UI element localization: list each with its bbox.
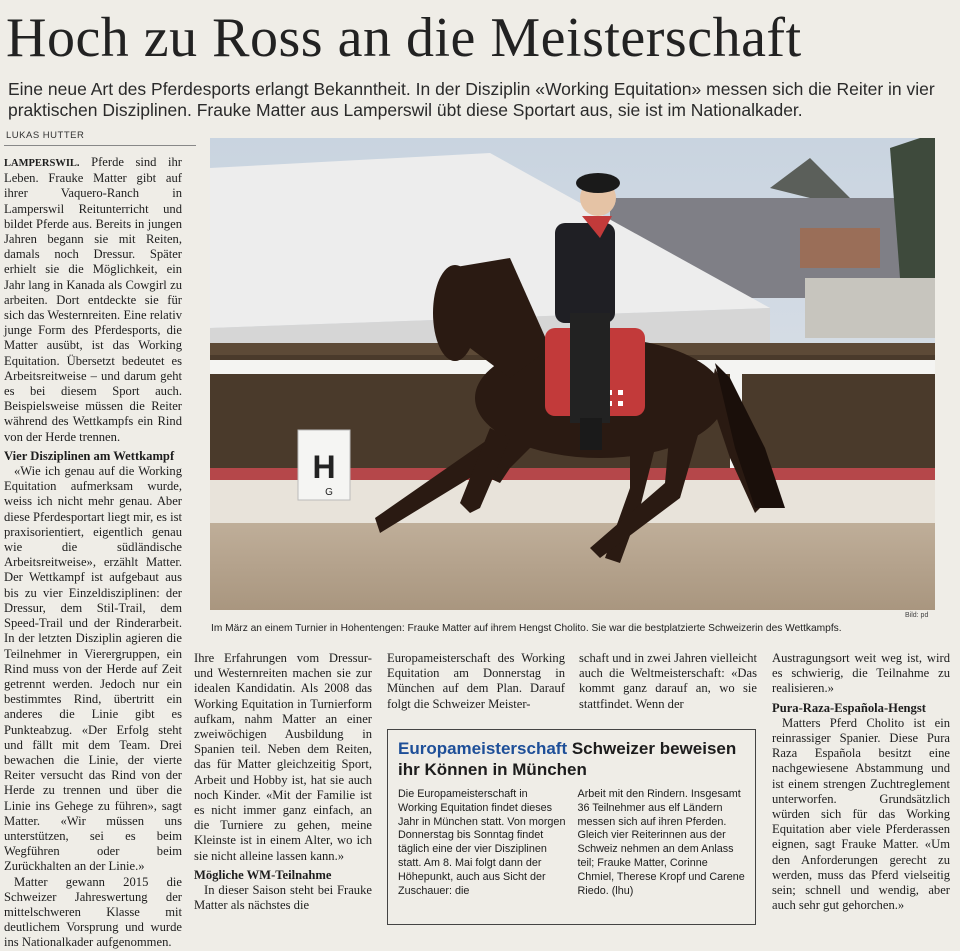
subhead-pura-raza: Pura-Raza-Española-Hengst bbox=[772, 700, 926, 715]
info-box-keyword: Europameisterschaft bbox=[398, 739, 568, 758]
col1-paragraph-3: Matter gewann 2015 die Schweizer Jahreswertung der mittelschweren Klasse mit deutlichem Vorsprung und wurde ins Nationalkader aufgenommen. bbox=[4, 874, 182, 950]
column-5 bbox=[772, 651, 950, 929]
col1-paragraph-2: «Wie ich genau auf die Working Equitation aufmerksam wurde, weiss ich nicht mehr genau. Aber diese Pferdesportart liegt mir, es ist praxisorientiert, eigentlich genau wie die südländische Arbeitsreitweise», erzählt Matter. Der Wettkampf ist aufgebaut aus bis zu vier Einzeldisziplinen: der Dressur, dem Stil-Trail, dem Speed-Trail und der Rinderarbeit. In der letzten Disziplin agieren die Teilnehmer in Vierergruppen, ein Rind muss von der Herde auf Zeit getrennt werden. Jedoch nur ein bestimmtes Rind, übertritt ein anderes die Linie gibt es Punkteabzug. «Der Erfolg steht und fällt mit dem Team. Drei bewachen die Linie, der vierte Reiter versucht das Rind von der Herde zu trennen und über die Linie ins Gehege zu führen», sagt Matter. «Wir müssen uns unterstützen, sei es beim Wegführen oder beim Zurückhalten an der Linie.» bbox=[4, 464, 182, 874]
dateline: LAMPERSWIL. bbox=[4, 158, 80, 169]
col3-paragraph-1: Europameisterschaft des Working Equitation am Donnerstag in München auf dem Plan. Darauf folgt die Schweizer Meister- bbox=[387, 651, 565, 711]
col5-paragraph-1: Austragungsort weit weg ist, wird es schwierig, die Teilnahme zu realisieren.» bbox=[772, 651, 950, 696]
subhead-vier-disziplinen: Vier Disziplinen am Wettkampf bbox=[4, 448, 175, 463]
lead-paragraph: Eine neue Art des Pferdesports erlangt Bekanntheit. In der Disziplin «Working Equitation» messen sich die Reiter in vier praktischen Disziplinen. Frauke Matter aus Lamperswil übt diese Sportart aus, sie ist im Nationalkader. bbox=[8, 79, 935, 120]
arena-marker-sub: G bbox=[325, 487, 333, 498]
column-3 bbox=[387, 651, 565, 721]
col2-paragraph-2: In dieser Saison steht bei Frauke Matter als nächstes die bbox=[194, 883, 372, 913]
author-byline: LUKAS HUTTER bbox=[6, 130, 85, 141]
info-box-title-rest: Schweizer beweisen ihr Können in München bbox=[398, 739, 737, 779]
col5-paragraph-2: Matters Pferd Cholito ist ein reinrassiger Spanier. Diese Pura Raza Española besitzt eine nachgewiesene Abstammung und ist einem strengen Zuchtreglement unterworfen. Grundsätzlich würden sich für das Working Equitation aber viele Pferderassen eignen, sagt Frauke Matter. «Um den Anforderungen gerecht zu werden, muss das Pferd vielseitig sein; schnell und wendig, aber auch sehr gut gehorchen.» bbox=[772, 715, 950, 913]
photo-horse-rider bbox=[210, 138, 935, 610]
column-2 bbox=[194, 651, 372, 929]
info-box bbox=[387, 729, 756, 925]
photo-caption: Im März an einem Turnier in Hohentengen: Frauke Matter auf ihrem Hengst Cholito. Sie war die bestplatzierte Schweizerin des Wettkampfs. bbox=[211, 623, 842, 634]
subhead-wm-teilnahme: Mögliche WM-Teilnahme bbox=[194, 867, 332, 882]
col4-paragraph-1: schaft und in zwei Jahren vielleicht auch die Weltmeisterschaft: «Das kommt ganz darauf an, wo sie stattfindet. Wenn der bbox=[579, 651, 757, 711]
info-box-title bbox=[398, 738, 745, 780]
col1-paragraph-1 bbox=[4, 155, 182, 445]
info-box-left: Die Europameisterschaft in Working Equitation findet dieses Jahr in München statt. Von morgen Donnerstag bis Sonntag findet täglich eine der vier Disziplinen statt. Am 8. Mai folgt dann der Höhepunkt, auch aus Sicht der Zuschauer: die bbox=[398, 788, 566, 897]
column-1 bbox=[4, 155, 182, 950]
col1-p1-text: Pferde sind ihr Leben. Frauke Matter gibt auf ihrer Vaquero-Ranch in Lamperswil Reitunterricht und bildet Pferde aus. Bereits in jungen Jahren begann sie mit Reiten, damals noch Dressur. Später erhielt sie die Möglichkeit, ein Jahr lang in Kanada als Cowgirl zu arbeiten. Dort entdeckte sie für sich das Westernreiten. Eine relativ junge Form des Pferdesports, die Matter ausübt, ist das Working Equitation. Übersetzt bedeutet es Arbeitsreitweise – und darum geht es bei diesem Sport auch. Beispielsweise müssen die Reiter während des Wettkampfs ein Rind von der Herde trennen. bbox=[4, 155, 182, 444]
col2-paragraph-1: Ihre Erfahrungen vom Dressur- und Westernreiten machen sie zur idealen Kandidatin. Als 2008 das Working Equitation in Turnierform aufkam, nahm Matter an einer zweiwöchigen Ausbildung in Spanien teil. Neben dem Reiten, das für Matter gleichzeitig Sport, Arbeit und Hobby ist, hat sie auch noch Kinder. «Mit der Familie ist es nicht immer ganz einfach, an die Turniere zu gehen, meine Kleinste ist in einem Alter, wo ich sie nicht alleine lassen kann.» bbox=[194, 651, 372, 863]
byline-rule bbox=[4, 145, 196, 146]
column-4 bbox=[579, 651, 757, 721]
info-box-body bbox=[398, 788, 745, 898]
headline: Hoch zu Ross an die Meisterschaft bbox=[6, 7, 802, 69]
info-box-right: Arbeit mit den Rindern. Insgesamt 36 Teilnehmer aus elf Ländern messen sich auf ihren Pferden. Gleich vier Reiterinnen aus der Schweiz nehmen an dem Anlass teil; Frauke Matter, Corinne Chmiel, Therese Kropf und Carene Riedo. (lhu) bbox=[577, 788, 745, 897]
photo-credit: Bild: pd bbox=[905, 612, 929, 619]
arena-marker-letter: H bbox=[312, 449, 336, 485]
